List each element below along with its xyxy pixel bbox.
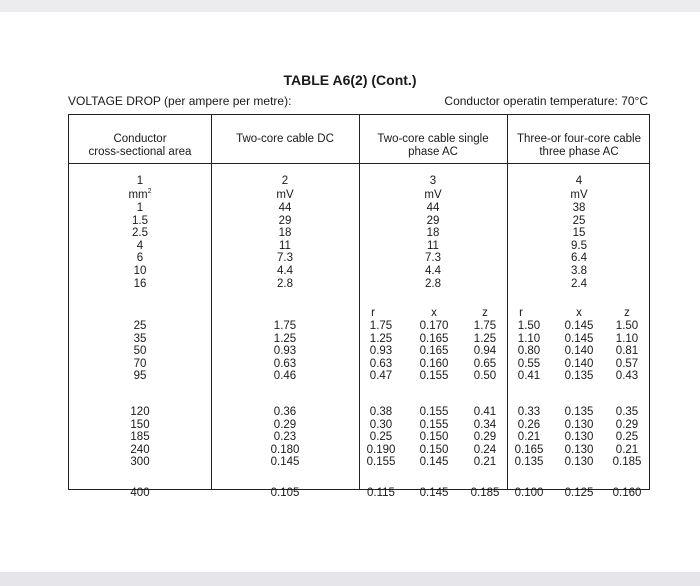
single-r-group1 <box>361 320 401 383</box>
cell: 50 <box>133 345 147 358</box>
three-x-group2 <box>555 406 603 469</box>
cell: 7.3 <box>277 252 293 265</box>
label-r: r <box>371 307 375 319</box>
cell: 16 <box>133 277 147 290</box>
cell: 25 <box>572 214 586 227</box>
unit-text: mm <box>128 189 148 201</box>
cell: 0.145 <box>270 456 300 469</box>
cell: 2.4 <box>571 277 587 290</box>
cell: 0.21 <box>615 443 639 456</box>
cell: 0.57 <box>615 357 639 370</box>
label-x: x <box>431 307 437 319</box>
three-z-group2 <box>607 406 647 469</box>
cell: 0.150 <box>419 431 449 444</box>
cell: 1.10 <box>517 332 541 345</box>
page-edge <box>0 572 700 586</box>
cell: 0.135 <box>514 456 544 469</box>
cell: 9.5 <box>571 239 587 252</box>
single-z-group1 <box>465 320 505 383</box>
cell: 0.46 <box>273 370 297 383</box>
cell: 11 <box>279 239 291 252</box>
header-text: Two-core cable single <box>377 133 489 145</box>
dc-group1 <box>211 320 359 383</box>
cell: 0.130 <box>564 431 594 444</box>
cell: 1 <box>136 202 144 214</box>
cell: 0.23 <box>273 431 297 444</box>
cell: 0.41 <box>473 406 497 418</box>
three-x-group1 <box>555 320 603 383</box>
cell: 0.100 <box>514 487 544 499</box>
cell: 0.115 <box>367 487 395 499</box>
three-z-group1 <box>607 320 647 383</box>
cell: 1.75 <box>273 320 297 332</box>
header-text: Two-core cable DC <box>236 133 334 145</box>
cell: 4 <box>136 239 144 252</box>
cell: 0.36 <box>273 406 297 418</box>
area-column-simple <box>69 202 211 290</box>
cell: 1.50 <box>517 320 541 332</box>
cell: 0.80 <box>517 345 541 358</box>
cell: 0.21 <box>517 431 541 444</box>
cell: 0.165 <box>419 332 449 345</box>
table-title: TABLE A6(2) (Cont.) <box>283 72 417 88</box>
cell: 0.130 <box>564 443 594 456</box>
cell: 15 <box>572 227 586 240</box>
cell: 35 <box>133 332 147 345</box>
cell: 0.130 <box>564 418 594 431</box>
cell: 0.63 <box>369 357 393 370</box>
cell: 11 <box>427 239 439 252</box>
cell: 18 <box>278 227 292 240</box>
unit-mv: mV <box>424 189 442 201</box>
cell: 0.185 <box>612 456 642 469</box>
cell: 0.130 <box>564 456 594 469</box>
cell: 10 <box>133 264 147 277</box>
cell: 1.50 <box>615 320 639 332</box>
cell: 0.29 <box>273 418 297 431</box>
header-conductor <box>69 133 211 181</box>
label-r: r <box>519 307 523 319</box>
cell: 1.25 <box>273 332 297 345</box>
cell: 0.38 <box>369 406 393 418</box>
area-group1 <box>69 320 211 383</box>
cell: 1.25 <box>473 332 497 345</box>
header-text: phase AC <box>408 146 458 158</box>
header-text: Conductor <box>113 133 167 145</box>
cell: 3.8 <box>571 264 587 277</box>
unit-mv: mV <box>570 189 588 201</box>
cell: 240 <box>130 443 150 456</box>
cell: 0.170 <box>419 320 449 332</box>
cell: 0.145 <box>419 487 449 499</box>
cell: 0.50 <box>473 370 497 383</box>
voltage-drop-label: VOLTAGE DROP (per ampere per metre): <box>68 94 292 108</box>
cell: 0.25 <box>369 431 393 444</box>
cell: 0.35 <box>615 406 639 418</box>
cell: 150 <box>130 418 150 431</box>
header-dc <box>211 133 359 181</box>
voltage-drop-table <box>68 114 650 499</box>
cell: 300 <box>130 456 150 469</box>
cell: 44 <box>278 202 292 214</box>
cell: 0.135 <box>564 370 594 383</box>
cell: 0.93 <box>273 345 297 358</box>
cell: 0.145 <box>419 456 449 469</box>
cell: 2.5 <box>132 227 148 240</box>
cell: 6.4 <box>571 252 587 265</box>
unit-superscript: 2 <box>147 188 152 196</box>
cell: 0.135 <box>564 406 594 418</box>
cell: 0.29 <box>615 418 639 431</box>
cell: 38 <box>572 202 586 214</box>
cell: 0.160 <box>419 357 449 370</box>
cell: 0.140 <box>564 357 594 370</box>
cell: 0.43 <box>615 370 639 383</box>
cell: 7.3 <box>425 252 441 265</box>
dc-group2 <box>211 406 359 469</box>
header-three-phase <box>507 133 651 181</box>
unit-mv: mV <box>276 189 294 201</box>
cell: 0.140 <box>564 345 594 358</box>
cell: 0.26 <box>517 418 541 431</box>
cell: 0.145 <box>564 332 594 345</box>
cell: 0.190 <box>366 443 396 456</box>
single-x-group2 <box>410 406 458 469</box>
cell: 0.155 <box>419 418 449 431</box>
cell: 0.81 <box>615 345 639 358</box>
cell: 0.145 <box>564 320 594 332</box>
cell: 4.4 <box>425 264 441 277</box>
cell: 1.10 <box>615 332 639 345</box>
column-number: 1 <box>136 175 144 187</box>
single-r-group2 <box>361 406 401 469</box>
cell: 0.41 <box>517 370 541 383</box>
cell: 0.33 <box>517 406 541 418</box>
cell: 1.75 <box>369 320 393 332</box>
cell: 0.155 <box>366 456 396 469</box>
cell: 29 <box>426 214 440 227</box>
cell: 0.155 <box>419 406 449 418</box>
cell: 4.4 <box>277 264 293 277</box>
cell: 2.8 <box>277 277 293 290</box>
label-z: z <box>624 307 630 319</box>
three-column-simple <box>507 202 651 290</box>
column-number: 2 <box>281 175 289 187</box>
dc-column-simple <box>211 202 359 290</box>
cell: 0.180 <box>270 443 300 456</box>
cell: 2.8 <box>425 277 441 290</box>
cell: 0.125 <box>564 487 594 499</box>
cell: 6 <box>136 252 144 265</box>
single-column-simple <box>359 202 507 290</box>
header-text: cross-sectional area <box>88 146 192 158</box>
cell: 0.34 <box>473 418 497 431</box>
label-z: z <box>482 307 488 319</box>
header-single-phase <box>359 133 507 181</box>
header-text: Three-or four-core cable <box>517 133 641 145</box>
cell: 0.160 <box>612 487 642 499</box>
cell: 1.25 <box>369 332 393 345</box>
cell: 25 <box>133 320 147 332</box>
temperature-label: Conductor operatin temperature: 70°C <box>444 94 648 108</box>
cell: 0.63 <box>273 357 297 370</box>
cell: 70 <box>133 357 147 370</box>
label-x: x <box>576 307 582 319</box>
cell: 0.165 <box>419 345 449 358</box>
three-r-group2 <box>509 406 549 469</box>
cell: 0.24 <box>473 443 497 456</box>
cell: 0.165 <box>514 443 544 456</box>
cell: 0.29 <box>473 431 497 444</box>
cell: 0.185 <box>470 487 500 499</box>
cell: 0.55 <box>517 357 541 370</box>
cell: 18 <box>426 227 440 240</box>
cell: 29 <box>278 214 292 227</box>
cell: 1.5 <box>132 214 148 227</box>
cell: 400 <box>130 487 150 499</box>
cell: 0.93 <box>369 345 393 358</box>
cell: 0.94 <box>473 345 497 358</box>
cell: 0.25 <box>615 431 639 444</box>
cell: 0.47 <box>369 370 393 383</box>
single-z-group2 <box>465 406 505 469</box>
cell: 0.155 <box>419 370 449 383</box>
cell: 95 <box>133 370 147 383</box>
cell: 185 <box>130 431 150 444</box>
unit-mm2 <box>69 189 211 201</box>
cell: 0.30 <box>369 418 393 431</box>
three-r-group1 <box>509 320 549 383</box>
cell: 1.75 <box>473 320 497 332</box>
cell: 0.21 <box>473 456 497 469</box>
cell: 0.150 <box>419 443 449 456</box>
cell: 0.105 <box>270 487 300 499</box>
column-number: 4 <box>575 175 583 187</box>
cell: 120 <box>130 406 150 418</box>
single-x-group1 <box>410 320 458 383</box>
cell: 44 <box>426 202 440 214</box>
area-group2 <box>69 406 211 469</box>
column-number: 3 <box>429 175 437 187</box>
header-text: three phase AC <box>539 146 619 158</box>
cell: 0.65 <box>473 357 497 370</box>
